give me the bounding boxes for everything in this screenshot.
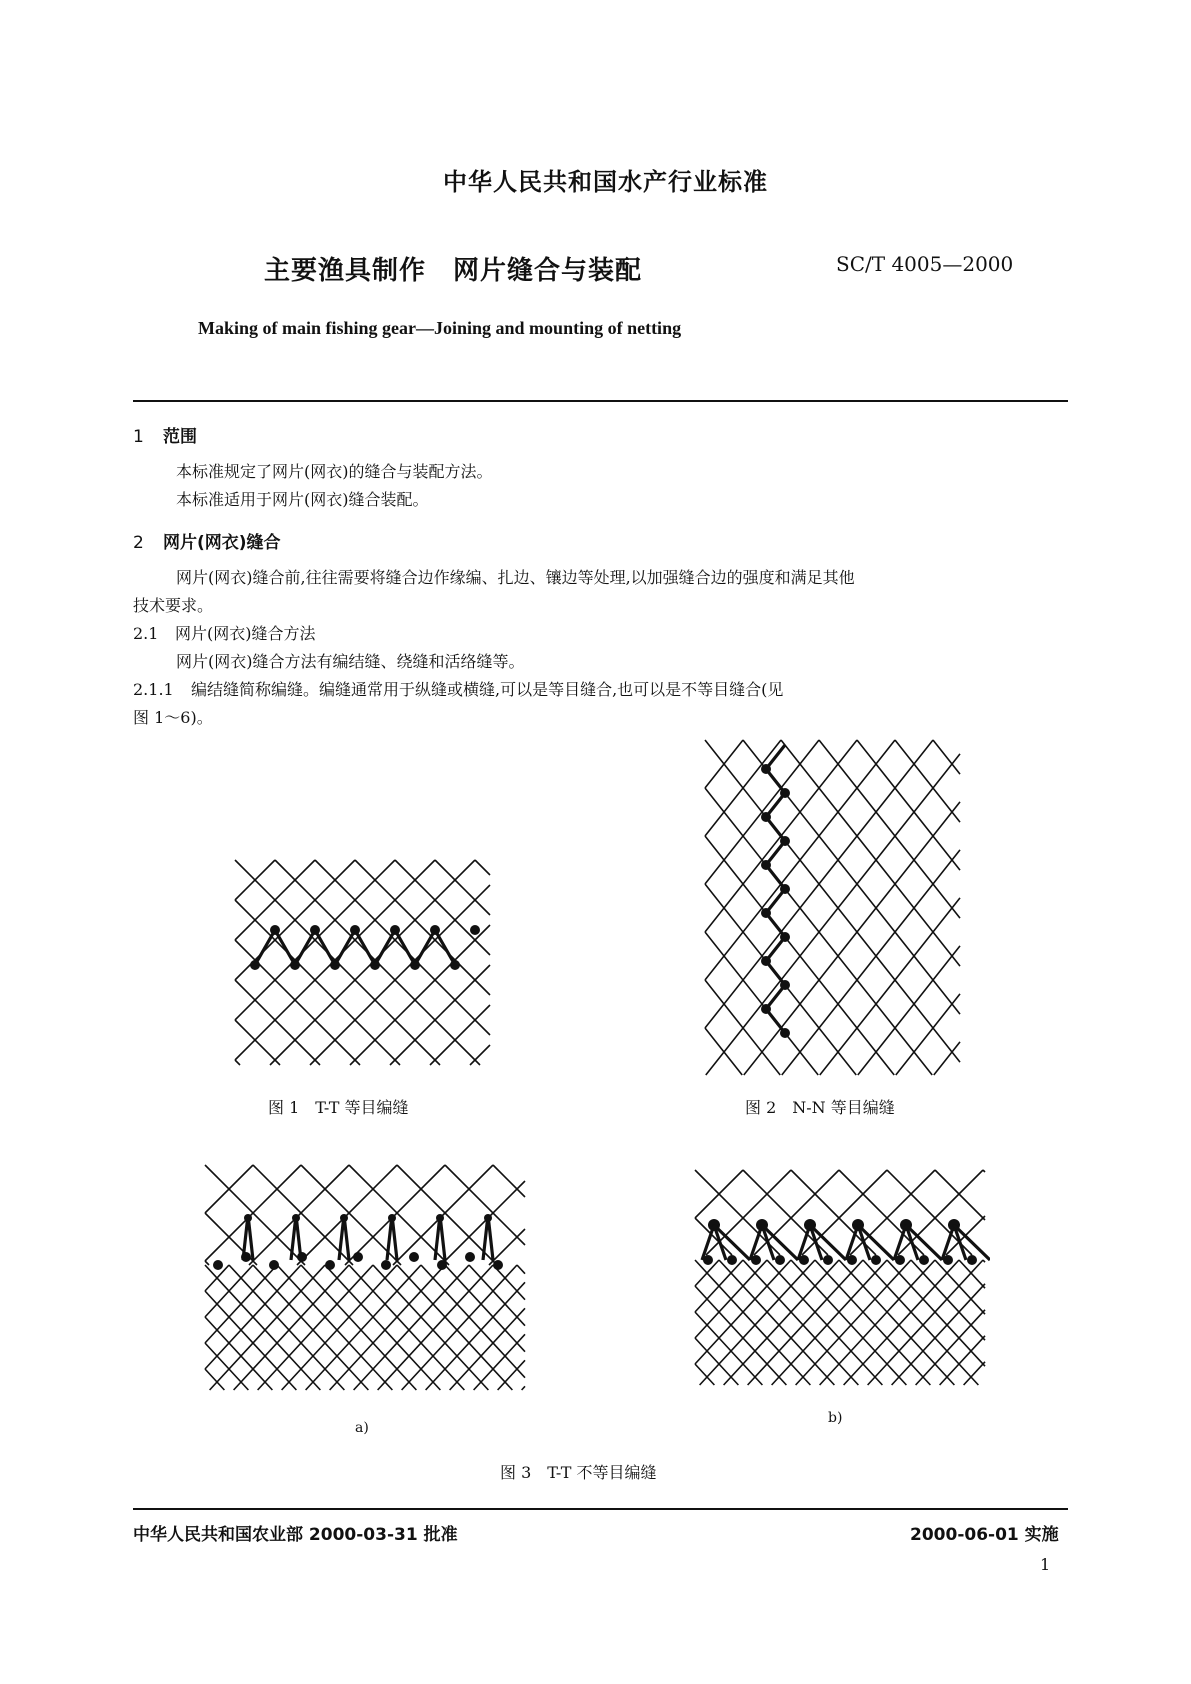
mesh-bar: [355, 930, 375, 965]
mesh-bar: [378, 1265, 493, 1390]
mesh-bar: [517, 1265, 525, 1274]
mesh-bar: [695, 1338, 738, 1385]
mesh-bar: [315, 860, 490, 1035]
knot: [823, 1255, 833, 1265]
mesh-bar: [315, 930, 335, 965]
figure-1-caption: 图 1 T-T 等目编缝: [268, 1098, 409, 1117]
mesh-bar: [815, 1260, 930, 1385]
mesh-bar: [895, 740, 960, 822]
mesh-bar: [373, 1265, 488, 1390]
knot: [761, 812, 771, 822]
section-2-1-heading: [133, 620, 316, 648]
knot: [244, 1214, 252, 1222]
section-2-1-1-para-b: 图 1～6)。: [133, 708, 213, 727]
section-2-1-para: 网片(网衣)缝合方法有编结缝、绕缝和活络缝等。: [176, 652, 525, 671]
knot: [871, 1255, 881, 1265]
knot: [967, 1255, 977, 1265]
section-2-1-1-text: 编结缝简称编缝。编缝通常用于纵缝或横缝,可以是等目缝合,也可以是不等目缝合(见: [191, 680, 784, 699]
knot: [919, 1255, 929, 1265]
knot: [465, 1252, 475, 1262]
mesh-bar: [706, 754, 960, 1075]
knot: [409, 1252, 419, 1262]
footer-rule: [133, 1508, 1068, 1510]
knot: [353, 1252, 363, 1262]
figure-3b-netting: [690, 1165, 990, 1395]
mesh-bar: [435, 860, 490, 915]
doc-title-en: Making of main fishing gear—Joining and mounting of netting: [198, 318, 682, 338]
knot: [761, 860, 771, 870]
effective-date: 2000-06-01 实施: [910, 1525, 1059, 1545]
figure-3-caption: 图 3 T-T 不等目编缝: [500, 1463, 657, 1482]
figure-1-mesh: [235, 860, 490, 1065]
mesh-bar: [498, 1360, 525, 1390]
mesh-bar: [724, 1260, 839, 1385]
mesh-bar: [933, 740, 960, 774]
mesh-bar: [522, 1386, 525, 1390]
figure-2-netting: [700, 735, 970, 1085]
mesh-bar: [695, 1364, 714, 1385]
knot: [780, 788, 790, 798]
mesh-bar: [258, 1265, 373, 1390]
section-2-1-title: 网片(网衣)缝合方法: [175, 624, 316, 643]
doc-title: 主要渔具制作 网片缝合与装配: [264, 256, 643, 286]
mesh-bar: [205, 1261, 209, 1265]
mesh-bar: [493, 1265, 525, 1300]
mesh-bar: [719, 1260, 834, 1385]
section-1-heading: [133, 422, 197, 447]
figure-1-netting: [230, 855, 500, 1075]
figure-3b-label: b): [828, 1410, 843, 1426]
mesh-bar: [767, 1260, 882, 1385]
figure-3a-netting: [200, 1160, 530, 1400]
knot: [780, 884, 790, 894]
mesh-bar: [253, 1265, 368, 1390]
mesh-bar: [205, 1369, 224, 1390]
knot: [780, 980, 790, 990]
figure-2-caption: 图 2 N-N 等目编缝: [745, 1098, 895, 1117]
mesh-bar: [935, 1260, 985, 1314]
section-2-heading: [133, 528, 281, 553]
mesh-bar: [235, 980, 320, 1065]
mesh-bar: [349, 1165, 449, 1265]
mesh-bar: [306, 1265, 421, 1390]
mesh-bar: [887, 1260, 985, 1366]
mesh-bar: [475, 860, 490, 875]
mesh-bar: [325, 1265, 440, 1390]
mesh-bar: [235, 1060, 240, 1065]
mesh-bar: [435, 930, 455, 965]
doc-code: SC/T 4005—2000: [836, 252, 1014, 276]
mesh-bar: [375, 930, 395, 965]
section-2-1-number: 2.1: [133, 624, 159, 643]
mesh-bar: [301, 1265, 416, 1390]
mesh-bar: [896, 994, 960, 1075]
mesh-bar: [395, 930, 415, 965]
knot: [484, 1214, 492, 1222]
mesh-bar: [397, 1165, 497, 1265]
mesh-bar: [282, 1265, 397, 1390]
mesh-bar: [310, 885, 490, 1065]
section-2-para-1a: 网片(网衣)缝合前,往往需要将缝合边作缘编、扎边、镶边等处理,以加强缝合边的强度和满足其他: [176, 568, 855, 587]
knot: [761, 1004, 771, 1014]
mesh-bar: [791, 1260, 906, 1385]
mesh-bar: [229, 1265, 344, 1390]
mesh-bar: [301, 1165, 401, 1265]
mesh-bar: [695, 1260, 810, 1385]
section-1-para-2: 本标准适用于网片(网衣)缝合装配。: [176, 490, 429, 509]
mesh-bar: [205, 1291, 296, 1390]
mesh-bar: [820, 1260, 935, 1385]
section-2-1-1-number: 2.1.1: [133, 680, 174, 699]
figure-2-mesh: [705, 740, 960, 1075]
section-1-para-1: 本标准规定了网片(网衣)的缝合与装配方法。: [176, 462, 493, 481]
knot: [292, 1214, 300, 1222]
mesh-bar: [748, 1260, 863, 1385]
knot: [269, 1260, 279, 1270]
knot: [340, 1214, 348, 1222]
mesh-bar: [934, 1042, 960, 1075]
knot: [436, 1214, 444, 1222]
figure-3a-mesh: [205, 1165, 525, 1390]
mesh-bar: [868, 1260, 983, 1385]
knot: [213, 1260, 223, 1270]
knot: [780, 836, 790, 846]
mesh-bar: [474, 1334, 525, 1390]
mesh-bar: [234, 1265, 349, 1390]
mesh-bar: [470, 1045, 490, 1065]
mesh-bar: [450, 1308, 525, 1390]
mesh-bar: [255, 930, 275, 965]
approval-date: 中华人民共和国农业部 2000-03-31 批准: [133, 1525, 458, 1545]
mesh-bar: [935, 1170, 985, 1220]
knot: [761, 908, 771, 918]
mesh-bar: [397, 1265, 512, 1390]
mesh-bar: [839, 1260, 954, 1385]
mesh-bar: [857, 740, 960, 870]
section-2-title: 网片(网衣)缝合: [163, 533, 281, 553]
standard-title: 中华人民共和国水产行业标准: [443, 168, 768, 196]
mesh-bar: [335, 930, 355, 965]
knot: [493, 1260, 503, 1270]
mesh-bar: [205, 1265, 320, 1390]
mesh-bar: [892, 1284, 985, 1385]
mesh-bar: [700, 1260, 815, 1385]
knot: [325, 1260, 335, 1270]
knot: [761, 956, 771, 966]
knot: [780, 1028, 790, 1038]
figure-3a-label: a): [355, 1420, 369, 1436]
mesh-bar: [940, 1336, 985, 1385]
mesh-bar: [844, 1260, 959, 1385]
mesh-bar: [210, 1265, 325, 1390]
mesh-bar: [402, 1265, 517, 1390]
mesh-bar: [415, 930, 435, 965]
mesh-bar: [253, 1165, 353, 1265]
knot: [388, 1214, 396, 1222]
mesh-bar: [349, 1265, 464, 1390]
mesh-bar: [858, 946, 960, 1075]
mesh-bar: [295, 930, 315, 965]
mesh-bar: [277, 1265, 392, 1390]
header-rule: [133, 400, 1068, 402]
knot: [727, 1255, 737, 1265]
knot: [381, 1260, 391, 1270]
mesh-bar: [275, 930, 295, 965]
knot: [775, 1255, 785, 1265]
section-1-number: 1: [133, 427, 144, 447]
mesh-bar: [772, 1260, 887, 1385]
mesh-bar: [205, 1165, 305, 1265]
figure-3b-mesh: [695, 1170, 990, 1385]
mesh-bar: [863, 1260, 978, 1385]
mesh-bar: [782, 850, 960, 1075]
knot: [761, 764, 771, 774]
mesh-bar: [796, 1260, 911, 1385]
section-2-para-1b: 技术要求。: [133, 596, 214, 615]
mesh-bar: [743, 1260, 858, 1385]
knot: [780, 932, 790, 942]
mesh-bar: [430, 1005, 490, 1065]
section-2-1-1-para-a: [133, 676, 783, 704]
mesh-bar: [354, 1265, 469, 1390]
mesh-bar: [330, 1265, 445, 1390]
mesh-bar: [390, 965, 490, 1065]
mesh-bar: [695, 1286, 786, 1385]
page-number: 1: [1040, 1555, 1051, 1574]
section-2-number: 2: [133, 533, 144, 553]
knot: [437, 1260, 447, 1270]
mesh-bar: [235, 1020, 280, 1065]
knot: [470, 925, 480, 935]
mesh-bar: [205, 1343, 248, 1390]
section-1-title: 范围: [163, 427, 197, 447]
mesh-bar: [493, 1165, 525, 1197]
